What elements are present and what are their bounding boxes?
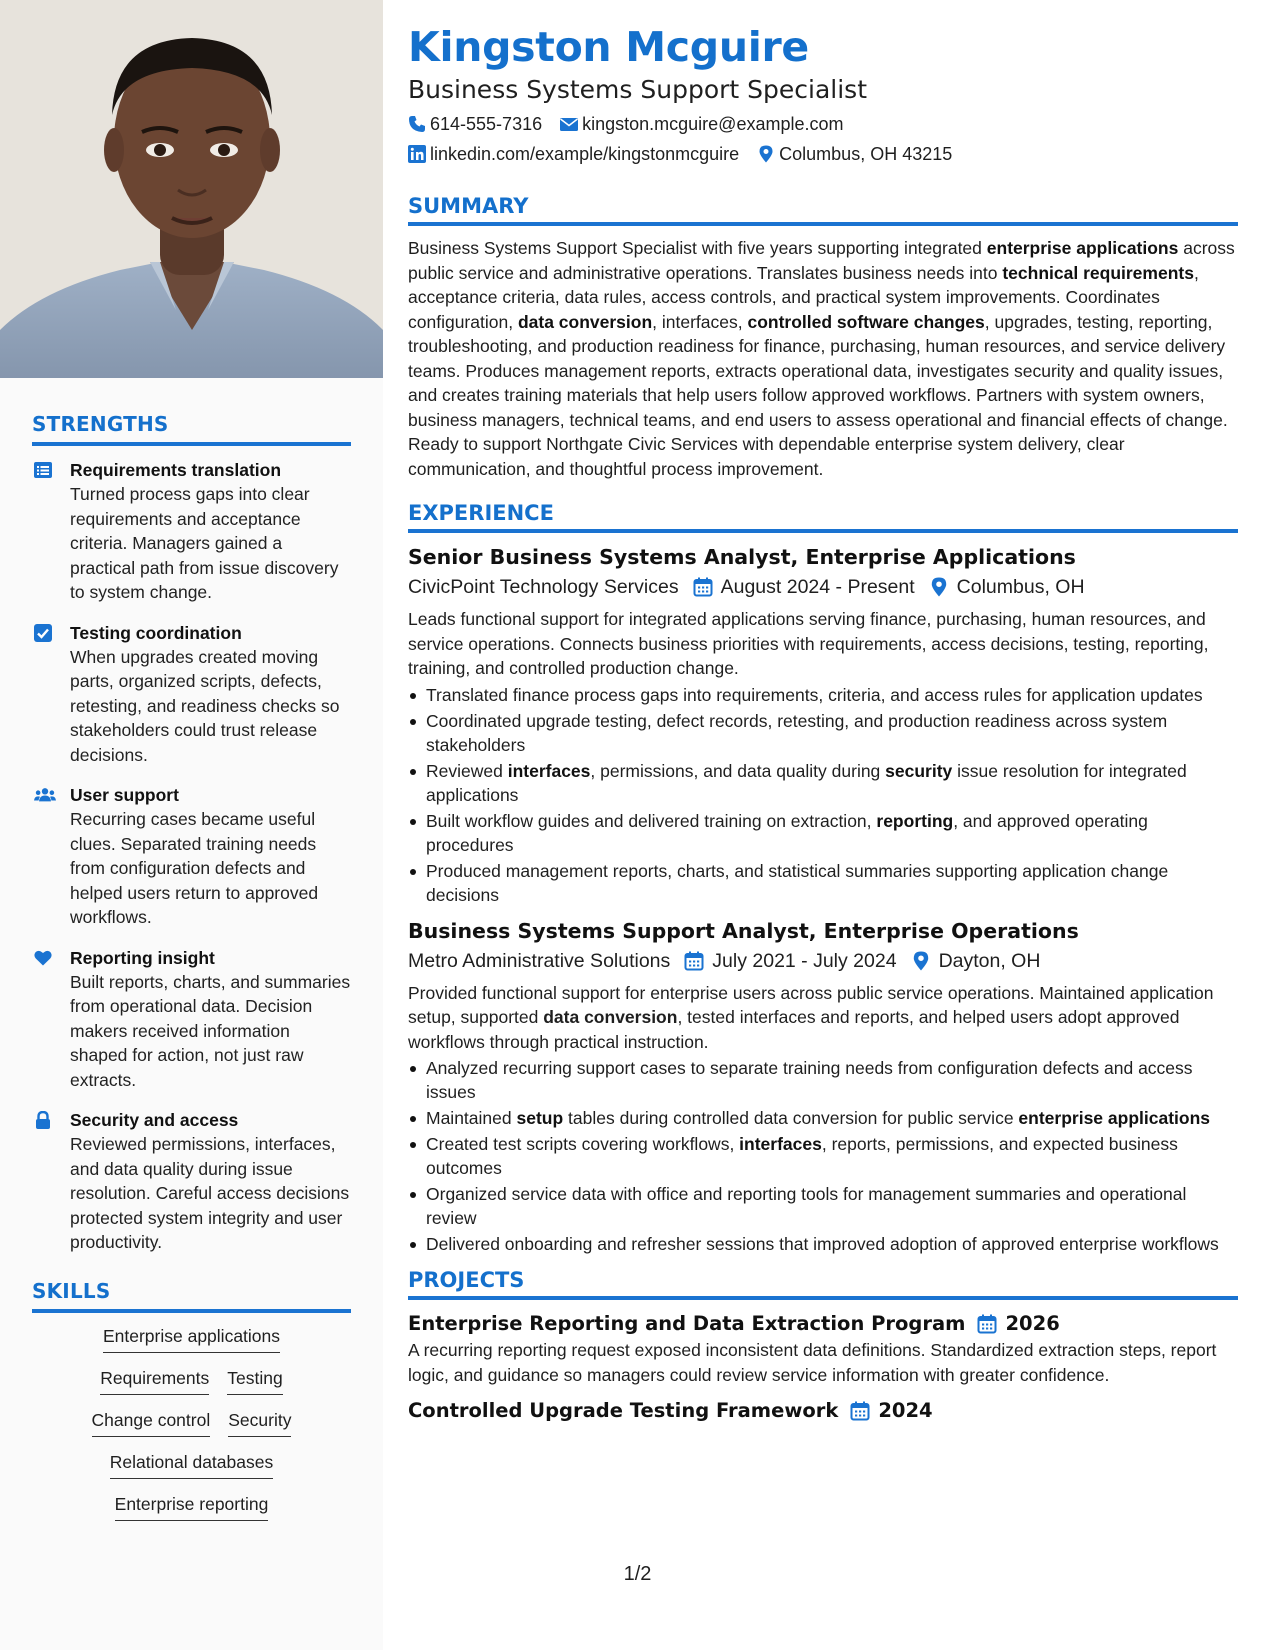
phone-contact[interactable] (408, 112, 542, 136)
job-bullets (408, 1056, 1238, 1256)
strength-desc: Built reports, charts, and summaries from operational data. Decision makers received information shaped for action, not just raw extracts. (70, 971, 351, 1090)
skill-tag: Enterprise applications (103, 1325, 280, 1353)
strength-title: Testing coordination (70, 622, 242, 643)
map-pin-icon (757, 145, 775, 163)
job-description: Leads functional support for integrated applications serving finance, purchasing, human resources, and service operations. Connects business priorities with requirements, access decisions, testing, reporting, training, and controlled production change. (408, 609, 1209, 678)
contact-row-2 (408, 142, 1238, 166)
location-text: Columbus, OH 43215 (779, 144, 953, 164)
linkedin-text: linkedin.com/example/kingstonmcguire (430, 144, 740, 164)
linkedin-contact[interactable] (408, 142, 739, 166)
candidate-name: Kingston Mcguire (408, 23, 809, 71)
bullet-item: Coordinated upgrade testing, defect records, retesting, and production readiness across system stakeholders (408, 709, 1238, 757)
summary-heading: SUMMARY (408, 194, 1238, 226)
skill-tag: Change control (92, 1409, 211, 1437)
candidate-role: Business Systems Support Specialist (408, 75, 868, 104)
project-year: 2024 (878, 1399, 933, 1422)
linkedin-icon (408, 145, 426, 163)
email-text: kingston.mcguire@example.com (582, 114, 844, 134)
project-title: Enterprise Reporting and Data Extraction Program (408, 1312, 966, 1335)
job-location: Columbus, OH (956, 576, 1085, 598)
job-bullets (408, 683, 1238, 907)
job-title: Senior Business Systems Analyst, Enterprise Applications (408, 545, 1076, 569)
experience-heading: EXPERIENCE (408, 501, 1238, 533)
projects-heading: PROJECTS (408, 1268, 1238, 1300)
list-icon (32, 458, 70, 605)
strength-title: Reporting insight (70, 947, 215, 968)
strength-title: Security and access (70, 1110, 239, 1130)
strength-item (32, 458, 351, 605)
job-dates: July 2021 - July 2024 (712, 949, 897, 972)
strength-desc: Reviewed permissions, interfaces, and data quality during issue resolution. Careful access decisions protected system integrity and user productivity. (70, 1134, 350, 1252)
strengths-heading: STRENGTHS (32, 412, 351, 446)
job-meta (408, 947, 1238, 975)
bullet-item: Produced management reports, charts, and statistical summaries supporting application change decisions (408, 859, 1238, 907)
bullet-item: Maintained setup tables during controlled data conversion for public service enterprise applications (408, 1106, 1238, 1130)
company-name: CivicPoint Technology Services (408, 576, 679, 598)
bullet-item: Reviewed interfaces, permissions, and data quality during security issue resolution for integrated applications (408, 759, 1238, 807)
strength-desc: Turned process gaps into clear requirements and acceptance criteria. Managers gained a practical path from issue discovery to system change. (70, 484, 339, 602)
map-pin-icon (929, 577, 949, 597)
skill-tag: Requirements (100, 1367, 209, 1395)
job-entry (408, 543, 1238, 907)
bullet-item: Created test scripts covering workflows, interfaces, reports, permissions, and expected business outcomes (408, 1132, 1238, 1180)
strength-desc: Recurring cases became useful clues. Separated training needs from configuration defects and helped users return to approved workflows. (70, 809, 319, 927)
page-number: 1/2 (623, 1563, 652, 1585)
job-entry (408, 917, 1238, 1257)
email-contact[interactable] (560, 112, 843, 136)
job-location: Dayton, OH (938, 949, 1041, 972)
bullet-item: Translated finance process gaps into requirements, criteria, and access rules for application updates (408, 683, 1238, 707)
project-title-row (408, 1397, 1238, 1425)
strength-item (32, 621, 351, 768)
profile-photo (0, 0, 383, 378)
contact-row (408, 112, 1238, 136)
project-description: A recurring reporting request exposed inconsistent data definitions. Standardized extraction steps, report logic, and guidance so managers could review service information with greater confidence. (408, 1340, 1217, 1385)
job-title: Business Systems Support Analyst, Enterprise Operations (408, 918, 1079, 943)
project-title: Controlled Upgrade Testing Framework (408, 1399, 839, 1422)
envelope-icon (560, 115, 578, 133)
phone-text: 614-555-7316 (430, 114, 543, 134)
map-pin-icon (911, 951, 931, 971)
job-meta (408, 573, 1238, 601)
lock-icon (32, 1108, 70, 1255)
strength-title: User support (70, 785, 179, 805)
strength-item (32, 783, 351, 930)
strength-title: Requirements translation (70, 460, 282, 480)
project-title-row (408, 1310, 1238, 1338)
bullet-item: Delivered onboarding and refresher sessions that improved adoption of approved enterprise workflows (408, 1232, 1238, 1256)
calendar-icon (693, 577, 713, 597)
skill-tag: Enterprise reporting (115, 1493, 269, 1521)
calendar-icon (684, 951, 704, 971)
users-icon (32, 783, 70, 930)
main-content (408, 22, 1238, 1425)
calendar-icon (850, 1401, 870, 1421)
bullet-item: Analyzed recurring support cases to separate training needs from configuration defects and access issues (408, 1056, 1238, 1104)
strength-item (32, 946, 351, 1093)
phone-icon (408, 115, 426, 133)
skill-tag: Relational databases (110, 1451, 273, 1479)
strength-desc: When upgrades created moving parts, organized scripts, defects, retesting, and readiness checks so stakeholders could trust release decisions. (70, 646, 340, 765)
summary-text: Business Systems Support Specialist with five years supporting integrated enterprise applications across public service and administrative operations. Translates business needs into technical requirements, acceptance criteria, data rules, access controls, and practical system improvements. Coordinates configuration, data conversion, interfaces, controlled software changes, upgrades, testing, reporting, troubleshooting, and production readiness for finance, purchasing, human resources, and service delivery teams. Produces management reports, extracts operational data, investigates security and quality issues, and creates training materials that help users follow approved workflows. Partners with system owners, business managers, technical teams, and end users to assess operational and financial effects of change. Ready to support Northgate Civic Services with dependable enterprise system delivery, clear communication, and thoughtful process improvement. (408, 238, 1235, 479)
heart-icon (32, 946, 70, 1093)
company-name: Metro Administrative Solutions (408, 949, 671, 972)
skill-tag: Testing (227, 1367, 282, 1395)
skill-tag: Security (228, 1409, 291, 1437)
job-description: Provided functional support for enterprise users across public service operations. Maintained application setup, supported data conversion, tested interfaces and reports, and helped users adopt approved workflows through practical instruction. (408, 982, 1214, 1052)
skills-heading: SKILLS (32, 1279, 351, 1313)
bullet-item: Built workflow guides and delivered training on extraction, reporting, and approved operating procedures (408, 809, 1238, 857)
strength-item (32, 1108, 351, 1255)
sidebar (0, 0, 383, 1650)
bullet-item: Organized service data with office and reporting tools for management summaries and operational review (408, 1182, 1238, 1230)
project-year: 2026 (1005, 1312, 1060, 1335)
job-dates: August 2024 - Present (720, 576, 915, 598)
calendar-icon (977, 1314, 997, 1334)
checkbox-icon (32, 621, 70, 768)
location-contact (757, 142, 952, 166)
skills-list (32, 1325, 351, 1535)
